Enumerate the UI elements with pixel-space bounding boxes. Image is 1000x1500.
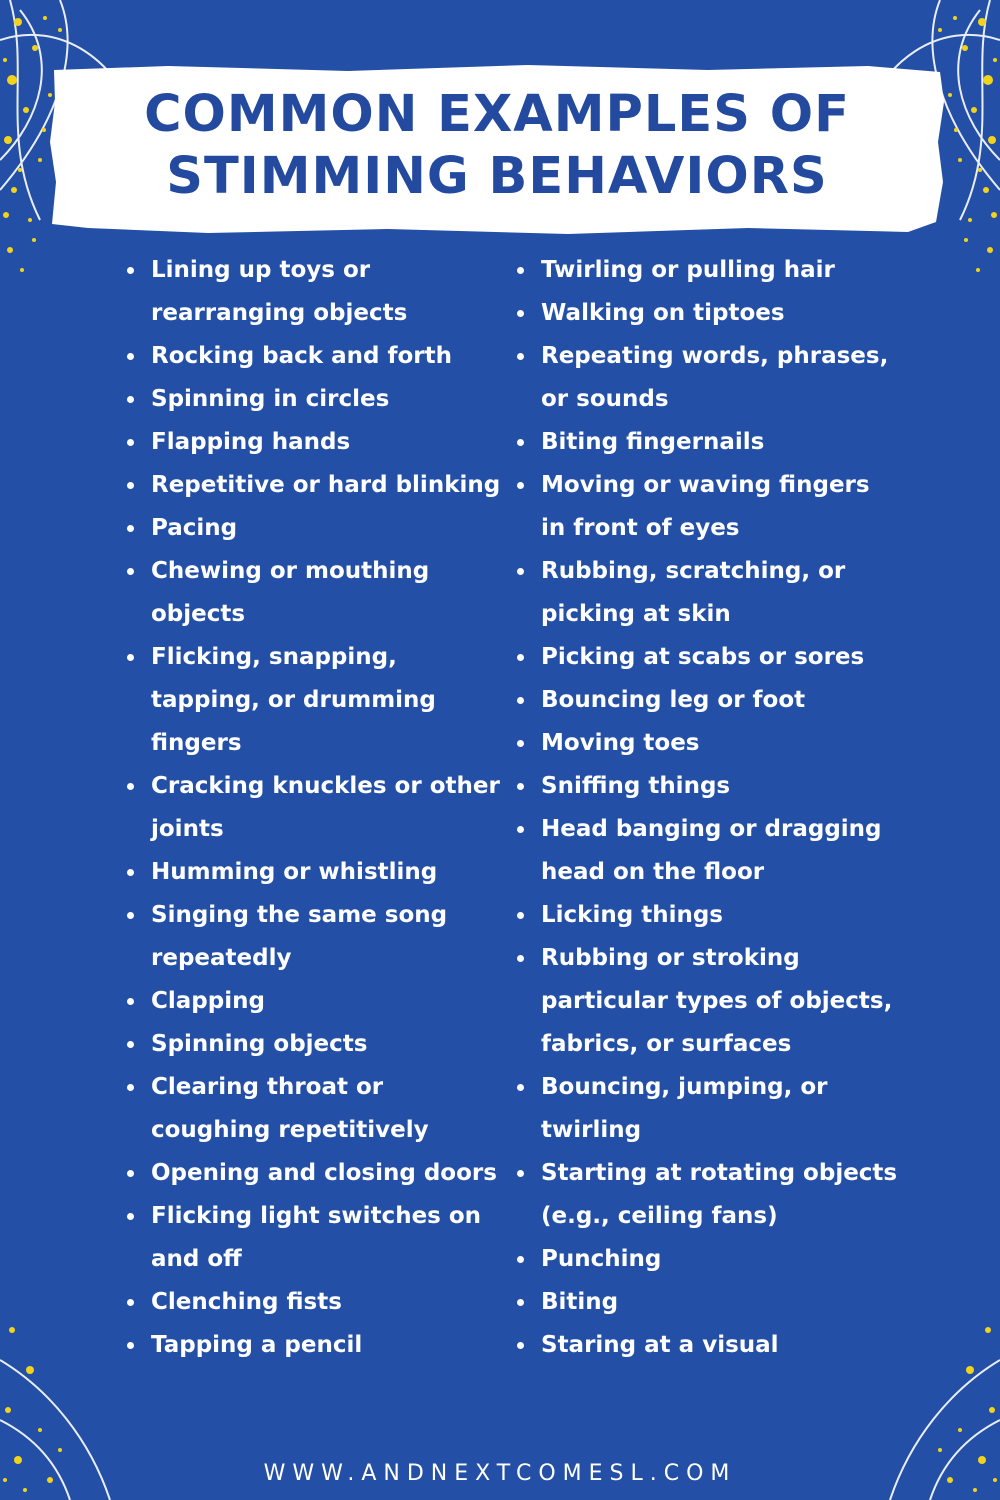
- list-item: Singing the same song repeatedly: [124, 894, 508, 980]
- list-item: Opening and closing doors: [124, 1152, 508, 1195]
- list-item: Walking on tiptoes: [514, 292, 898, 335]
- list-item: Flicking light switches on and off: [124, 1195, 508, 1281]
- list-item: Moving or waving fingers in front of eyes: [514, 464, 898, 550]
- list-item: Clapping: [124, 980, 508, 1023]
- list-item: Flapping hands: [124, 421, 508, 464]
- list-item: Bouncing, jumping, or twirling: [514, 1066, 898, 1152]
- list-item: Spinning objects: [124, 1023, 508, 1066]
- list-item: Punching: [514, 1238, 898, 1281]
- list-item: Repeating words, phrases, or sounds: [514, 335, 898, 421]
- list-item: Rocking back and forth: [124, 335, 508, 378]
- title-banner: [48, 62, 946, 238]
- list-item: Tapping a pencil: [124, 1324, 508, 1367]
- list-item: Staring at a visual: [514, 1324, 898, 1367]
- list-item: Moving toes: [514, 722, 898, 765]
- right-column-list: [514, 249, 898, 1367]
- website-url: WWW.ANDNEXTCOMESL.COM: [263, 1461, 737, 1486]
- list-item: Biting: [514, 1281, 898, 1324]
- list-item: Licking things: [514, 894, 898, 937]
- list-item: Starting at rotating objects (e.g., ceiling fans): [514, 1152, 898, 1238]
- left-column-list: [124, 249, 508, 1367]
- list-item: Clenching fists: [124, 1281, 508, 1324]
- list-item: Spinning in circles: [124, 378, 508, 421]
- list-item: Rubbing or stroking particular types of objects, fabrics, or surfaces: [514, 937, 898, 1066]
- list-item: Repetitive or hard blinking: [124, 464, 508, 507]
- list-item: Twirling or pulling hair: [514, 249, 898, 292]
- page-title: [48, 84, 946, 208]
- list-item: Head banging or dragging head on the floor: [514, 808, 898, 894]
- list-item: Flicking, snapping, tapping, or drumming fingers: [124, 636, 508, 765]
- list-item: Humming or whistling: [124, 851, 508, 894]
- list-item: Sniffing things: [514, 765, 898, 808]
- list-item: Bouncing leg or foot: [514, 679, 898, 722]
- list-item: Picking at scabs or sores: [514, 636, 898, 679]
- list-item: Lining up toys or rearranging objects: [124, 249, 508, 335]
- list-item: Rubbing, scratching, or picking at skin: [514, 550, 898, 636]
- list-item: Chewing or mouthing objects: [124, 550, 508, 636]
- list-item: Pacing: [124, 507, 508, 550]
- list-item: Clearing throat or coughing repetitively: [124, 1066, 508, 1152]
- list-item: Biting fingernails: [514, 421, 898, 464]
- list-item: Cracking knuckles or other joints: [124, 765, 508, 851]
- title-line-1: COMMON EXAMPLES OF: [144, 85, 850, 144]
- title-line-2: STIMMING BEHAVIORS: [166, 147, 828, 206]
